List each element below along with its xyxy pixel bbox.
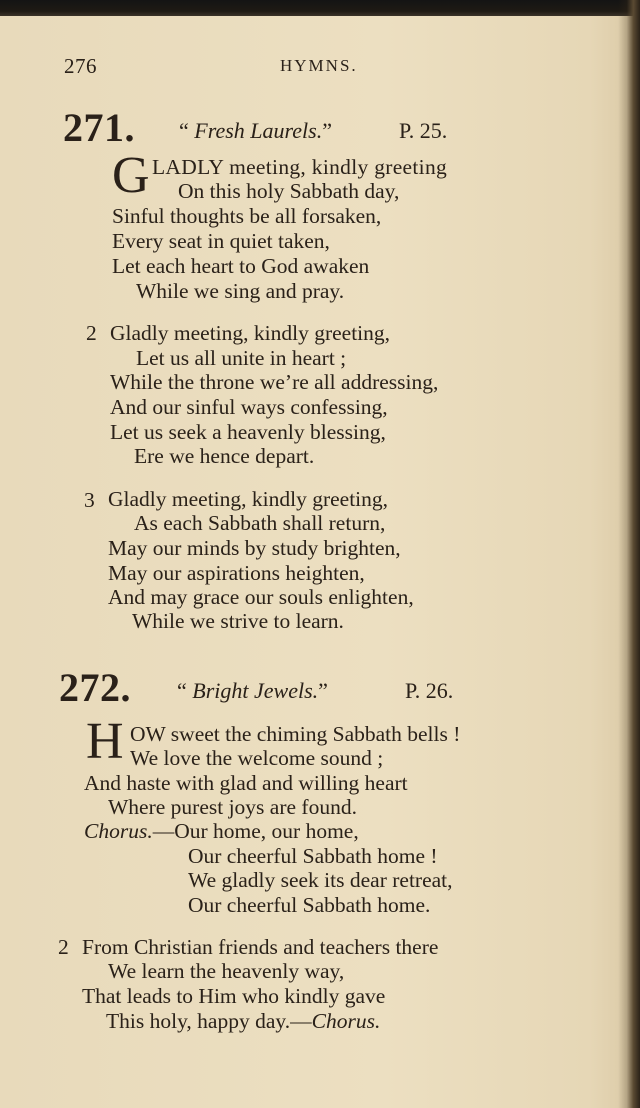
verse-line: As each Sabbath shall return, (134, 511, 386, 535)
verse-line: OW sweet the chiming Sabbath bells ! (130, 722, 461, 746)
tune-open-quote: “ (177, 678, 193, 703)
verse-line: While we sing and pray. (136, 279, 345, 303)
hymn-number: 272. (59, 665, 131, 710)
verse-line: Let us all unite in heart ; (136, 346, 347, 370)
tune-name: Fresh Laurels. (194, 118, 323, 143)
running-title: HYMNS. (280, 56, 358, 75)
hymn-heading (63, 104, 543, 152)
verse-line: Where purest joys are found. (108, 795, 357, 819)
hymn-number: 271. (63, 105, 135, 150)
chorus-line (84, 818, 359, 844)
page-binding-edge (618, 0, 640, 1108)
verse-line: Gladly meeting, kindly greeting, (110, 321, 391, 345)
verse-number: 2 (86, 321, 97, 345)
verse-line: Every seat in quiet taken, (112, 229, 330, 253)
verse-line: On this holy Sabbath day, (178, 179, 400, 203)
verse-line: And haste with glad and willing heart (84, 771, 408, 795)
tune-page-ref: P. 25. (399, 118, 448, 143)
verse-line: We learn the heavenly way, (108, 959, 345, 983)
verse-line: Ere we hence depart. (134, 444, 315, 468)
running-header (64, 54, 544, 82)
verse-line: May our minds by study brighten, (108, 536, 401, 560)
verse-line: Let us seek a heavenly blessing, (110, 420, 386, 444)
chorus-label: Chorus. (311, 1009, 381, 1033)
verse-line: LADLY meeting, kindly greeting (152, 155, 448, 179)
verse-line: May our aspirations heighten, (108, 561, 365, 585)
verse-number: 3 (84, 488, 95, 512)
drop-cap: H (86, 713, 124, 770)
verse-line: Gladly meeting, kindly greeting, (108, 487, 389, 511)
chorus-line: Our cheerful Sabbath home ! (188, 844, 438, 868)
drop-cap: G (112, 147, 150, 204)
tune-reference (179, 118, 332, 144)
verse-line: We love the welcome sound ; (130, 746, 384, 770)
page-number: 276 (64, 54, 97, 78)
chorus-text: —Our home, our home, (152, 819, 359, 843)
verse-number: 2 (58, 935, 69, 959)
verse-line: And our sinful ways confessing, (110, 395, 388, 419)
chorus-line: We gladly seek its dear retreat, (188, 868, 453, 892)
verse-text: This holy, happy day.— (106, 1009, 312, 1033)
tune-close-quote: ” (318, 678, 328, 703)
chorus-line: Our cheerful Sabbath home. (188, 893, 431, 917)
tune-name: Bright Jewels. (192, 678, 319, 703)
tune-page-ref: P. 26. (405, 678, 454, 703)
verse-line: Sinful thoughts be all forsaken, (112, 204, 382, 228)
verse-line: From Christian friends and teachers there (82, 935, 439, 959)
verse-line: While the throne we’re all addressing, (110, 370, 439, 394)
verse-line (106, 1008, 380, 1034)
verse-line: Let each heart to God awaken (112, 254, 370, 278)
tune-open-quote: “ (179, 118, 195, 143)
hymn-heading (59, 664, 539, 712)
tune-close-quote: ” (322, 118, 332, 143)
verse-line: While we strive to learn. (132, 609, 344, 633)
verse-line: That leads to Him who kindly gave (82, 984, 386, 1008)
chorus-label: Chorus. (84, 819, 153, 843)
tune-reference (177, 678, 328, 704)
page-top-shadow (0, 0, 640, 16)
verse-line: And may grace our souls enlighten, (108, 585, 414, 609)
